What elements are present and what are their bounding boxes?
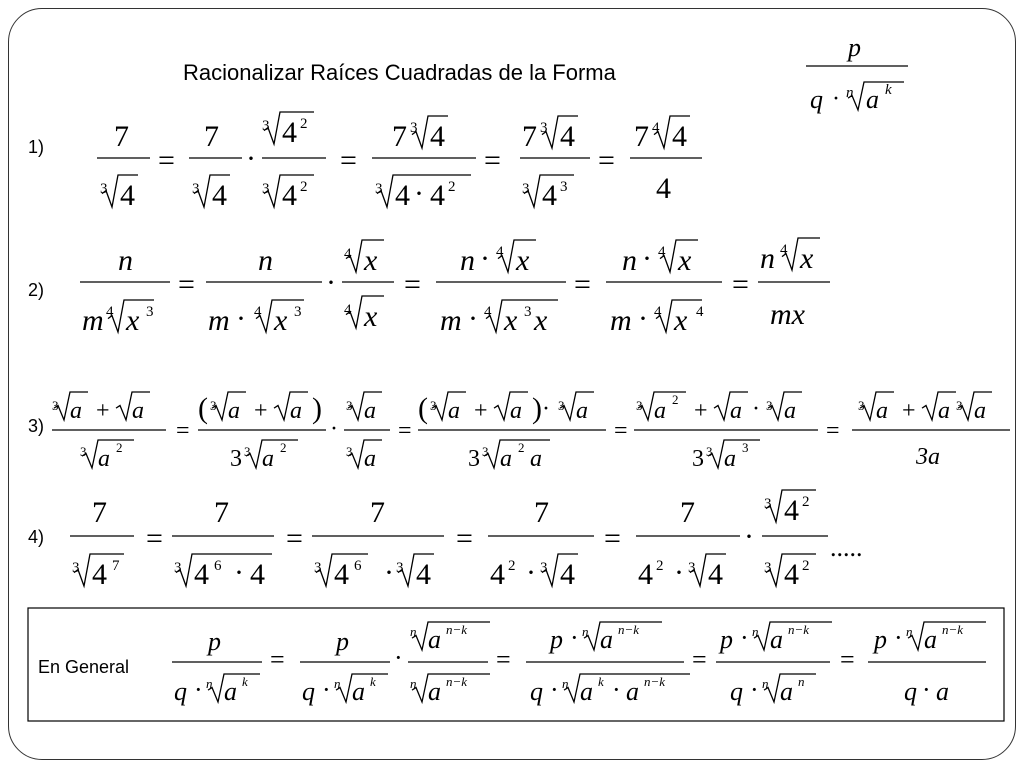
glyph-226: n: [798, 674, 805, 689]
glyph-72: x: [678, 244, 692, 277]
glyph-94: +: [254, 398, 268, 424]
glyph-222: q: [730, 677, 743, 706]
glyph-20: 7: [392, 120, 407, 153]
glyph-89: 2: [116, 440, 123, 455]
glyph-145: 7: [112, 558, 120, 574]
glyph-133: 3: [742, 440, 749, 455]
glyph-219: n: [752, 624, 759, 639]
glyph-204: ·: [570, 623, 579, 652]
glyph-68: =: [574, 268, 591, 301]
glyph-123: a: [654, 398, 666, 424]
glyph-23: 3: [375, 181, 383, 197]
glyph-193: a: [352, 677, 365, 706]
glyph-179: 3: [764, 560, 772, 576]
glyph-70: ·: [642, 242, 652, 275]
glyph-9: 7: [204, 120, 219, 153]
glyph-97: 3: [230, 446, 242, 472]
example-label-2: 2): [28, 280, 45, 300]
glyph-214: a: [626, 677, 639, 706]
glyph-12: ·: [246, 142, 256, 175]
glyph-59: ·: [480, 242, 490, 275]
glyph-151: ·: [234, 556, 244, 589]
glyph-150: 6: [214, 558, 222, 574]
glyph-41: m: [82, 304, 104, 337]
glyph-139: 3: [956, 398, 963, 413]
glyph-1: ·: [832, 86, 840, 112]
glyph-105: a: [364, 446, 376, 472]
glyph-152: 4: [250, 558, 265, 591]
glyph-75: 4: [654, 304, 662, 320]
glyph-103: a: [364, 398, 376, 424]
glyph-13: 3: [262, 118, 270, 134]
glyph-106: =: [398, 418, 412, 444]
glyph-120: a: [530, 446, 542, 472]
glyph-124: 2: [672, 392, 679, 407]
glyph-166: 3: [540, 560, 548, 576]
glyph-69: n: [622, 244, 637, 277]
glyph-77: 4: [696, 304, 704, 320]
glyph-117: 3: [482, 444, 489, 459]
glyph-73: m: [610, 304, 632, 337]
glyph-128: 3: [766, 398, 773, 413]
glyph-142: 7: [92, 496, 107, 529]
glyph-192: n: [334, 676, 341, 691]
glyph-203: p: [550, 625, 563, 654]
glyph-206: a: [600, 625, 613, 654]
glyph-143: 3: [72, 560, 80, 576]
glyph-63: ·: [468, 302, 478, 335]
glyph-217: p: [720, 625, 733, 654]
glyph-65: x: [504, 304, 518, 337]
glyph-175: ·: [744, 520, 754, 553]
glyph-190: q: [302, 677, 315, 706]
glyph-148: 3: [174, 560, 182, 576]
glyph-194: k: [370, 674, 376, 689]
glyph-153: =: [286, 522, 303, 555]
glyph-130: 3: [692, 446, 704, 472]
glyph-184: ·: [194, 675, 203, 704]
example-label-1: 1): [28, 137, 45, 157]
glyph-51: 3: [294, 304, 302, 320]
glyph-225: a: [780, 677, 793, 706]
glyph-31: 4: [560, 120, 575, 153]
glyph-131: 3: [706, 444, 713, 459]
glyph-208: q: [530, 677, 543, 706]
glyph-33: 4: [542, 179, 557, 212]
glyph-6: 3: [100, 181, 108, 197]
glyph-211: a: [580, 677, 593, 706]
glyph-38: 4: [672, 120, 687, 153]
glyph-22: 4: [430, 120, 445, 153]
glyph-56: x: [364, 300, 378, 333]
glyph-138: a: [938, 398, 950, 424]
glyph-227: =: [840, 645, 855, 674]
glyph-45: =: [178, 268, 195, 301]
glyph-157: 6: [354, 558, 362, 574]
glyph-163: 4: [490, 558, 505, 591]
glyph-95: a: [290, 398, 302, 424]
glyph-93: a: [228, 398, 240, 424]
glyph-113: ·: [542, 396, 550, 422]
glyph-171: 2: [656, 558, 664, 574]
glyph-8: =: [158, 144, 175, 177]
glyph-49: 4: [254, 304, 262, 320]
glyph-32: 3: [522, 181, 530, 197]
glyph-42: 4: [106, 304, 114, 320]
glyph-158: ·: [384, 556, 394, 589]
glyph-50: x: [274, 304, 288, 337]
glyph-209: ·: [550, 675, 559, 704]
glyph-43: x: [126, 304, 140, 337]
glyph-229: ·: [894, 623, 903, 652]
glyph-135: 3: [858, 398, 865, 413]
glyph-28: =: [484, 144, 501, 177]
glyph-76: x: [674, 304, 688, 337]
glyph-191: ·: [322, 675, 331, 704]
glyph-159: 3: [396, 560, 404, 576]
glyph-64: 4: [484, 304, 492, 320]
title-frac-p: p: [848, 33, 861, 62]
glyph-176: 3: [764, 496, 772, 512]
glyph-62: m: [440, 304, 462, 337]
glyph-235: a: [936, 677, 949, 706]
glyph-37: 4: [652, 120, 660, 136]
slide-title: Racionalizar Raíces Cuadradas de la Forma: [183, 60, 616, 85]
glyph-18: 2: [300, 179, 308, 195]
glyph-195: ·: [394, 643, 403, 672]
glyph-127: ·: [752, 396, 760, 422]
glyph-180: 4: [784, 558, 799, 591]
glyph-14: 4: [282, 116, 297, 149]
glyph-92: 3: [210, 398, 217, 413]
glyph-87: 3: [80, 444, 87, 459]
glyph-99: a: [262, 446, 274, 472]
glyph-34: 3: [560, 179, 568, 195]
glyph-119: 2: [518, 440, 525, 455]
glyph-196: n: [410, 624, 417, 639]
glyph-109: a: [448, 398, 460, 424]
glyph-160: 4: [416, 558, 431, 591]
glyph-155: 3: [314, 560, 322, 576]
glyph-55: 4: [344, 302, 352, 318]
glyph-78: =: [732, 268, 749, 301]
glyph-26: 4: [430, 179, 445, 212]
glyph-66: 3: [524, 304, 532, 320]
glyph-17: 4: [282, 179, 297, 212]
glyph-129: a: [784, 398, 796, 424]
glyph-200: a: [428, 677, 441, 706]
glyph-132: a: [724, 446, 736, 472]
glyph-210: n: [562, 676, 569, 691]
glyph-141: 3a: [916, 444, 940, 470]
glyph-111: a: [510, 398, 522, 424]
glyph-67: x: [534, 304, 548, 337]
glyph-202: =: [496, 645, 511, 674]
glyph-154: 7: [370, 496, 385, 529]
glyph-0: q: [810, 85, 823, 114]
glyph-122: 3: [636, 398, 643, 413]
glyph-104: 3: [346, 444, 353, 459]
glyph-58: n: [460, 244, 475, 277]
glyph-186: a: [224, 677, 237, 706]
glyph-173: 3: [688, 560, 696, 576]
glyph-85: +: [96, 398, 110, 424]
glyph-162: 7: [534, 496, 549, 529]
glyph-198: n−k: [446, 622, 468, 637]
glyph-83: 3: [52, 398, 59, 413]
glyph-205: n: [582, 624, 589, 639]
radical-sign: [377, 175, 471, 207]
glyph-82: mx: [770, 298, 805, 331]
glyph-30: 3: [540, 120, 548, 136]
example-label-3: 3): [28, 416, 45, 436]
example-label-4: 4): [28, 527, 45, 547]
glyph-112: ): [532, 392, 542, 425]
glyph-156: 4: [334, 558, 349, 591]
glyph-3: a: [866, 85, 879, 114]
glyph-84: a: [70, 398, 82, 424]
glyph-118: a: [500, 446, 512, 472]
glyph-185: n: [206, 676, 213, 691]
glyph-199: n: [410, 676, 417, 691]
glyph-71: 4: [658, 244, 666, 260]
glyph-10: 3: [192, 181, 200, 197]
glyph-91: (: [198, 392, 208, 425]
glyph-116: 3: [468, 446, 480, 472]
glyph-107: (: [418, 392, 428, 425]
glyph-15: 2: [300, 116, 308, 132]
glyph-218: ·: [740, 623, 749, 652]
glyph-79: n: [760, 242, 775, 275]
glyph-182: p: [208, 627, 221, 656]
glyph-197: a: [428, 625, 441, 654]
glyph-207: n−k: [618, 622, 640, 637]
glyph-178: 2: [802, 494, 810, 510]
glyph-230: n: [906, 624, 913, 639]
glyph-212: k: [598, 674, 604, 689]
glyph-53: 4: [344, 246, 352, 262]
glyph-165: ·: [526, 556, 536, 589]
glyph-11: 4: [212, 179, 227, 212]
glyph-114: 3: [558, 398, 565, 413]
glyph-170: 4: [638, 558, 653, 591]
glyph-2: n: [846, 85, 854, 101]
glyph-164: 2: [508, 558, 516, 574]
glyph-47: m: [208, 304, 230, 337]
glyph-188: =: [270, 645, 285, 674]
glyph-136: a: [876, 398, 888, 424]
glyph-125: +: [694, 398, 708, 424]
glyph-46: n: [258, 244, 273, 277]
glyph-187: k: [242, 674, 248, 689]
glyph-115: a: [576, 398, 588, 424]
glyph-137: +: [902, 398, 916, 424]
glyph-215: n−k: [644, 674, 666, 689]
glyph-228: p: [874, 625, 887, 654]
glyph-174: 4: [708, 558, 723, 591]
glyph-144: 4: [92, 558, 107, 591]
glyph-177: 4: [784, 494, 799, 527]
glyph-48: ·: [236, 302, 246, 335]
glyph-16: 3: [262, 181, 270, 197]
glyph-232: n−k: [942, 622, 964, 637]
glyph-108: 3: [430, 398, 437, 413]
glyph-88: a: [98, 446, 110, 472]
glyph-80: 4: [780, 242, 788, 258]
ellipsis: .....: [830, 533, 863, 562]
glyph-220: a: [770, 625, 783, 654]
glyph-36: 7: [634, 120, 649, 153]
glyph-44: 3: [146, 304, 154, 320]
glyph-183: q: [174, 677, 187, 706]
glyph-57: =: [404, 268, 421, 301]
glyph-223: ·: [750, 675, 759, 704]
glyph-81: x: [800, 242, 814, 275]
glyph-54: x: [364, 244, 378, 277]
glyph-90: =: [176, 418, 190, 444]
glyph-146: =: [146, 522, 163, 555]
glyph-98: 3: [244, 444, 251, 459]
glyph-234: ·: [922, 675, 931, 704]
glyph-216: =: [692, 645, 707, 674]
glyph-61: x: [516, 244, 530, 277]
glyph-213: ·: [612, 675, 621, 704]
glyph-5: 7: [114, 120, 129, 153]
glyph-40: n: [118, 244, 133, 277]
glyph-221: n−k: [788, 622, 810, 637]
glyph-102: 3: [346, 398, 353, 413]
glyph-126: a: [730, 398, 742, 424]
glyph-74: ·: [638, 302, 648, 335]
glyph-35: =: [598, 144, 615, 177]
glyph-161: =: [456, 522, 473, 555]
glyph-168: =: [604, 522, 621, 555]
glyph-201: n−k: [446, 674, 468, 689]
glyph-21: 3: [410, 120, 418, 136]
glyph-86: a: [132, 398, 144, 424]
glyph-189: p: [336, 627, 349, 656]
glyph-167: 4: [560, 558, 575, 591]
glyph-134: =: [826, 418, 840, 444]
glyph-60: 4: [496, 244, 504, 260]
glyph-147: 7: [214, 496, 229, 529]
glyph-25: ·: [414, 177, 424, 210]
glyph-19: =: [340, 144, 357, 177]
glyph-39: 4: [656, 172, 671, 205]
glyph-110: +: [474, 398, 488, 424]
glyph-96: ): [312, 392, 322, 425]
general-label: En General: [38, 657, 130, 677]
glyph-169: 7: [680, 496, 695, 529]
glyph-224: n: [762, 676, 769, 691]
glyph-149: 4: [194, 558, 209, 591]
glyph-101: ·: [330, 416, 338, 442]
glyph-181: 2: [802, 558, 810, 574]
glyph-29: 7: [522, 120, 537, 153]
glyph-27: 2: [448, 179, 456, 195]
glyph-172: ·: [674, 556, 684, 589]
glyph-7: 4: [120, 179, 135, 212]
glyph-140: a: [974, 398, 986, 424]
glyph-121: =: [614, 418, 628, 444]
glyph-24: 4: [395, 179, 410, 212]
glyph-233: q: [904, 677, 917, 706]
glyph-4: k: [885, 82, 892, 98]
glyph-100: 2: [280, 440, 287, 455]
glyph-52: ·: [326, 266, 336, 299]
glyph-231: a: [924, 625, 937, 654]
